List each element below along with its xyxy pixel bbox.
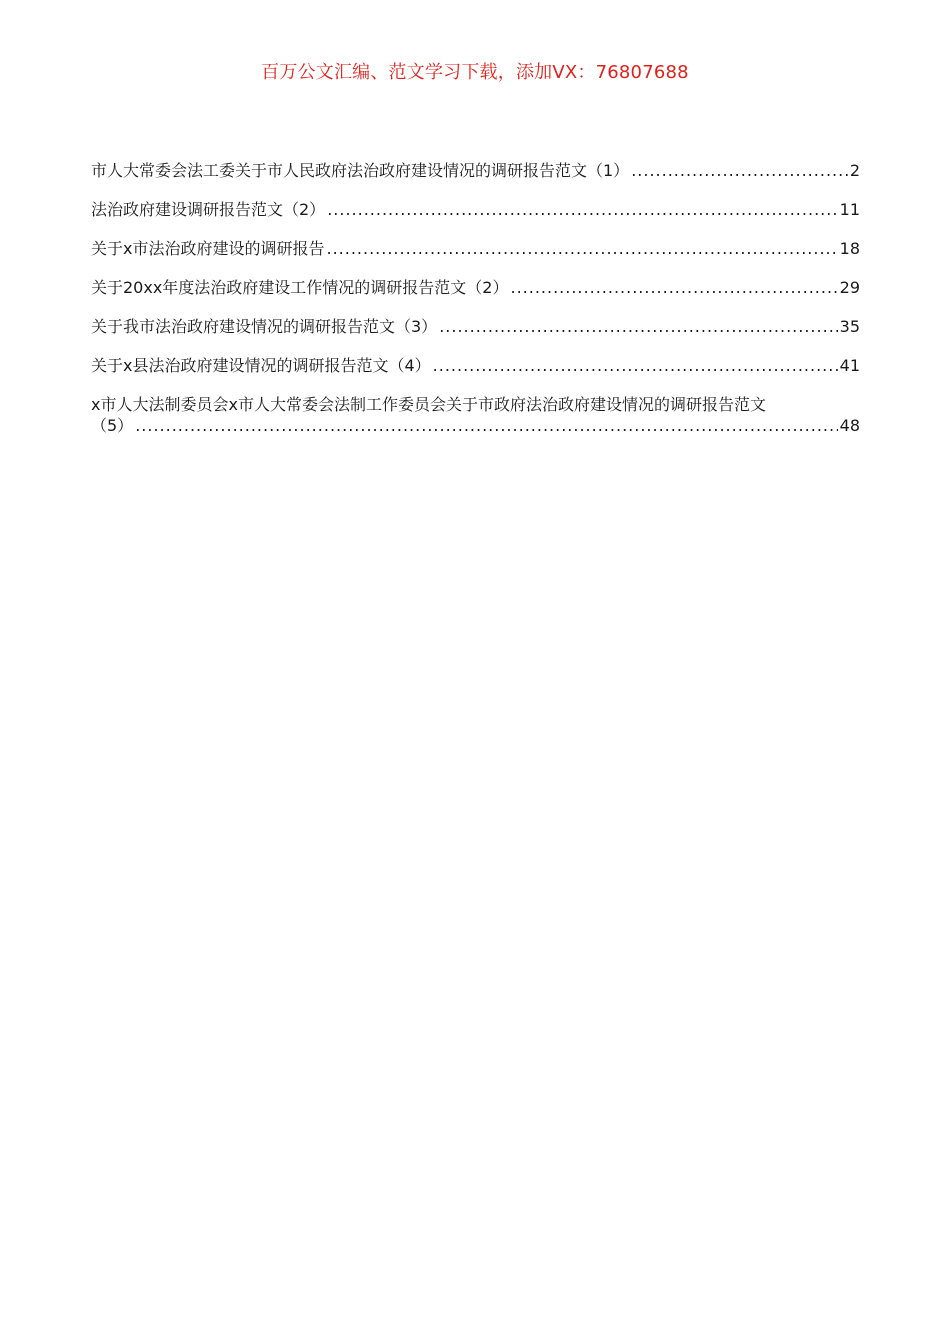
toc-entry-title: 法治政府建设调研报告范文（2） (91, 200, 326, 219)
toc-entry-page: 41 (839, 356, 860, 375)
toc-entry-3[interactable] (91, 236, 860, 262)
toc-entry-page: 48 (839, 416, 860, 435)
toc-entry-page: 29 (839, 278, 860, 297)
toc-entry-4[interactable] (91, 275, 860, 301)
toc-entry-title: 关于我市法治政府建设情况的调研报告范文（3） (91, 317, 438, 336)
toc-entry-5[interactable] (91, 314, 860, 340)
toc-entry-page: 18 (839, 239, 860, 258)
toc-entry-title-line1: x市人大法制委员会x市人大常委会法制工作委员会关于市政府法治政府建设情况的调研报告范文 (91, 395, 766, 414)
toc-entry-page: 35 (839, 317, 860, 336)
toc-entry-title: 关于x县法治政府建设情况的调研报告范文（4） (91, 356, 431, 375)
toc-entry-6[interactable] (91, 353, 860, 379)
toc-leader-dots (135, 413, 837, 439)
toc-leader-dots (433, 353, 838, 379)
toc-entry-page: 2 (849, 161, 860, 180)
toc-leader-dots (631, 158, 848, 184)
document-header: 百万公文汇编、范文学习下载，添加VX：76807688 (261, 62, 689, 83)
toc-entry-title: 关于x市法治政府建设的调研报告 (91, 239, 325, 258)
toc-entry-title: 市人大常委会法工委关于市人民政府法治政府建设情况的调研报告范文（1） (91, 161, 630, 180)
toc-entry-title: 关于20xx年度法治政府建设工作情况的调研报告范文（2） (91, 278, 509, 297)
toc-leader-dots (439, 314, 837, 340)
toc-leader-dots (510, 275, 837, 301)
toc-entry-7[interactable] (91, 392, 860, 439)
toc-leader-dots (327, 197, 837, 223)
table-of-contents (91, 158, 860, 452)
toc-leader-dots (326, 236, 837, 262)
toc-entry-1[interactable] (91, 158, 860, 184)
toc-entry-title-line2: （5） (91, 416, 134, 435)
toc-entry-2[interactable] (91, 197, 860, 223)
toc-entry-page: 11 (839, 200, 860, 219)
